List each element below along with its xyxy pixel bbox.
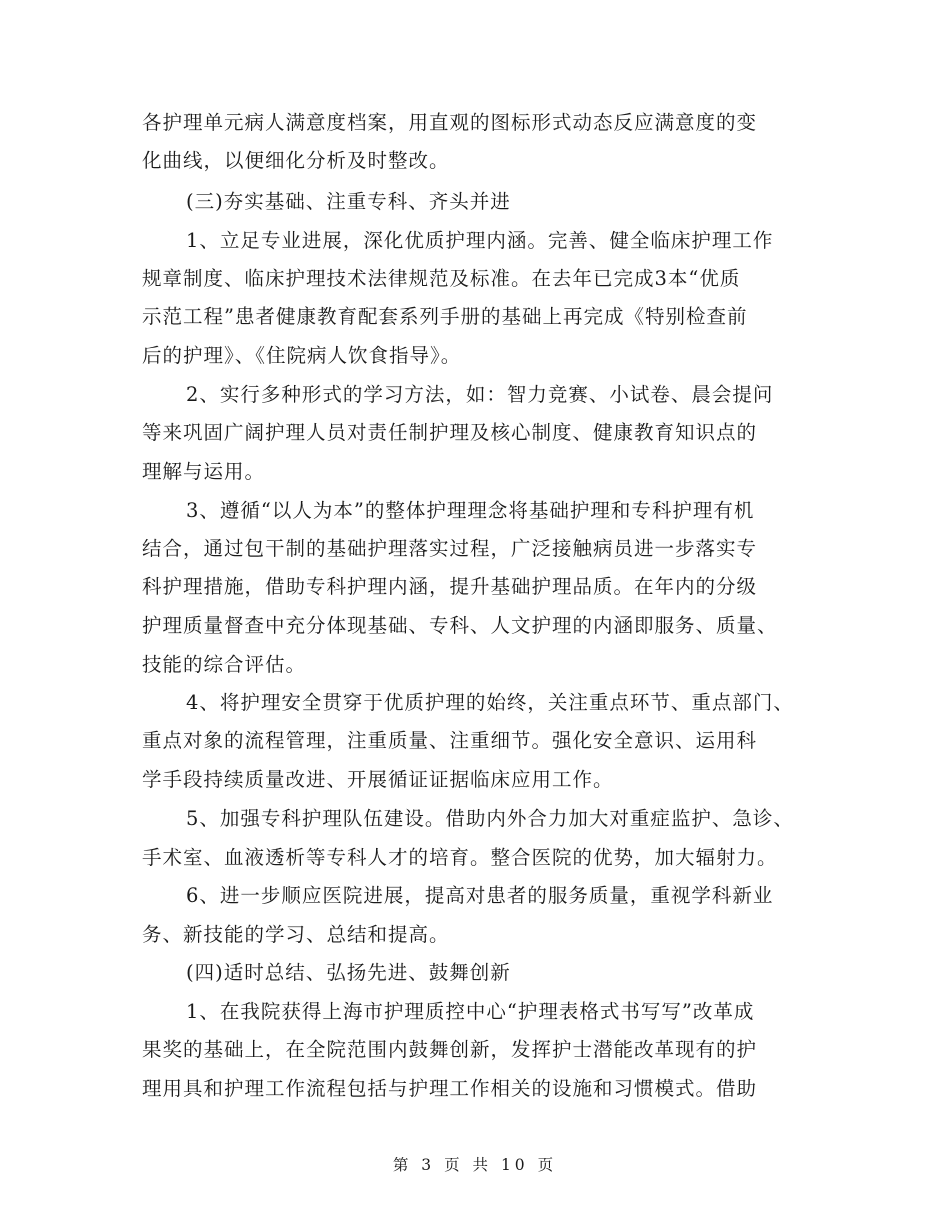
text-line: 示范工程”患者健康教育配套系列手册的基础上再完成《特别检查前 xyxy=(142,305,748,328)
text-line: 理解与运用。 xyxy=(142,460,266,483)
text-line: 手术室、血液透析等专科人才的培育。整合医院的优势，加大辐射力。 xyxy=(142,846,778,869)
text-line: 5、加强专科护理队伍建设。借助内外合力加大对重症监护、急诊、 xyxy=(186,807,794,830)
text-line: 科护理措施，借助专科护理内涵，提升基础护理品质。在年内的分级 xyxy=(142,575,758,598)
text-line: 等来巩固广阔护理人员对责任制护理及核心制度、健康教育知识点的 xyxy=(142,421,758,444)
text-line: 规章制度、临床护理技术法律规范及标准。在去年已完成3本“优质 xyxy=(142,267,741,290)
section-heading: (三)夯实基础、注重专科、齐头并进 xyxy=(186,190,511,213)
text-line: 结合，通过包干制的基础护理落实过程，广泛接触病员进一步落实专 xyxy=(142,537,758,560)
text-line: 3、遵循“以人为本”的整体护理理念将基础护理和专科护理有机 xyxy=(186,499,755,522)
page-number-footer: 第 3 页 共 10 页 xyxy=(392,1156,558,1174)
text-line: 1、在我院获得上海市护理质控中心“护理表格式书写写”改革成 xyxy=(186,1000,755,1023)
text-line: 务、新技能的学习、总结和提高。 xyxy=(142,923,450,946)
text-line: 2、实行多种形式的学习方法，如：智力竞赛、小试卷、晨会提问 xyxy=(186,383,774,406)
text-line: 化曲线，以便细化分析及时整改。 xyxy=(142,149,450,172)
text-line: 重点对象的流程管理，注重质量、注重细节。强化安全意识、运用科 xyxy=(142,729,758,752)
text-line: 理用具和护理工作流程包括与护理工作相关的设施和习惯模式。借助 xyxy=(142,1077,758,1100)
text-line: 1、立足专业进展，深化优质护理内涵。完善、健全临床护理工作 xyxy=(186,229,774,252)
text-line: 4、将护理安全贯穿于优质护理的始终，关注重点环节、重点部门、 xyxy=(186,691,794,714)
text-line: 后的护理》、《住院病人饮食指导》。 xyxy=(142,344,462,367)
text-line: 护理质量督查中充分体现基础、专科、人文护理的内涵即服务、质量、 xyxy=(142,614,778,637)
text-line: 各护理单元病人满意度档案，用直观的图标形式动态反应满意度的变 xyxy=(142,111,758,134)
section-heading: (四)适时总结、弘扬先进、鼓舞创新 xyxy=(186,961,511,984)
text-line: 学手段持续质量改进、开展循证证据临床应用工作。 xyxy=(142,768,614,791)
text-line: 6、进一步顺应医院进展，提高对患者的服务质量，重视学科新业 xyxy=(186,884,774,907)
text-line: 技能的综合评估。 xyxy=(142,653,307,676)
text-line: 果奖的基础上，在全院范围内鼓舞创新，发挥护士潜能改革现有的护 xyxy=(142,1038,758,1061)
